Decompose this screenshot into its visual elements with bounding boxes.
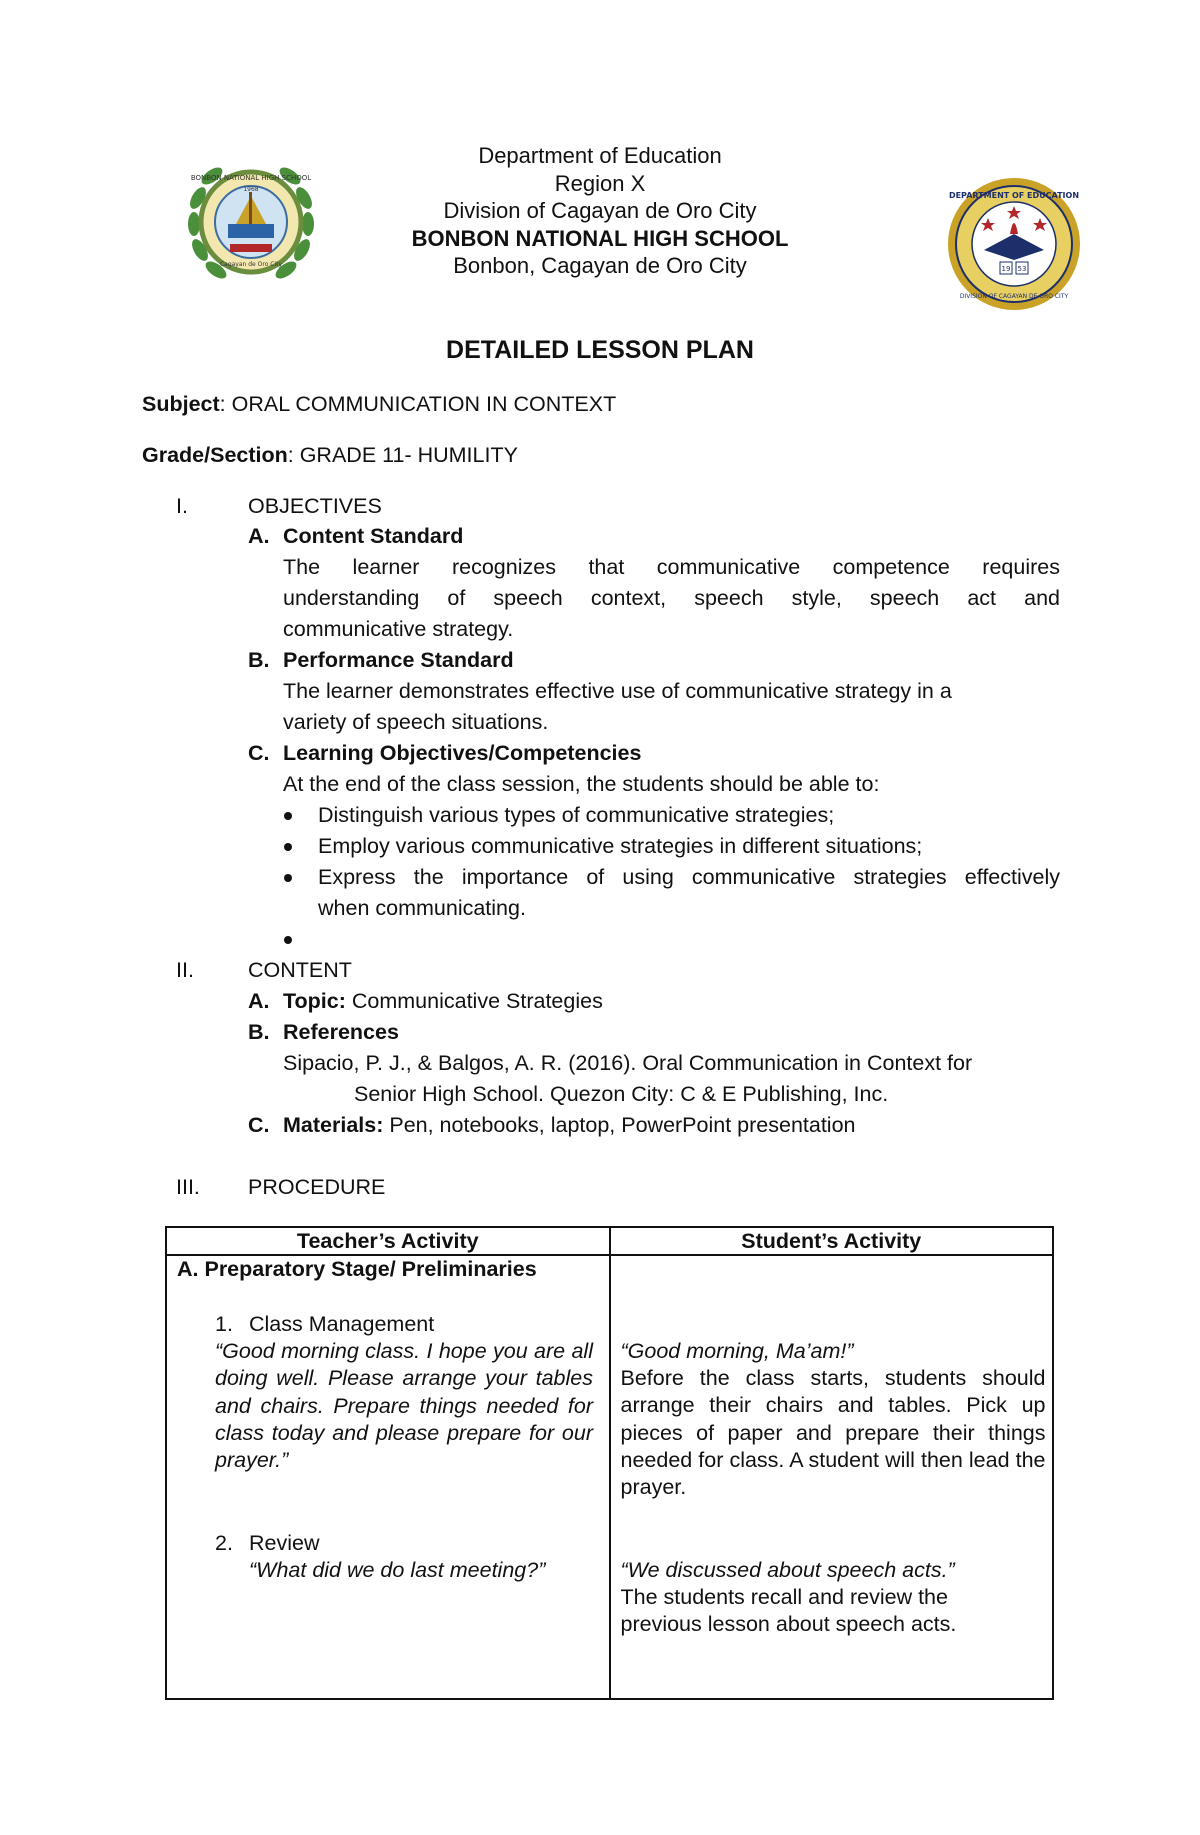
header-school: BONBON NATIONAL HIGH SCHOOL xyxy=(411,225,789,251)
content-standard-line: The learner recognizes that communicative competence requires xyxy=(283,555,1060,579)
objective-bullet-text: Distinguish various types of communicative strategies; xyxy=(318,803,835,827)
item-label: A. xyxy=(248,989,270,1013)
topic-value: Communicative Strategies xyxy=(345,989,603,1013)
grade-label: Grade/Section xyxy=(142,443,288,467)
content-standard-line: understanding of speech context, speech style, speech act and xyxy=(283,586,1060,610)
section-heading: OBJECTIVES xyxy=(248,494,382,518)
school-logo-year: 1968 xyxy=(243,186,259,193)
bullet-icon xyxy=(284,874,292,882)
item-number: 2. xyxy=(215,1531,233,1555)
procedure-table xyxy=(165,1226,1054,1700)
topic-label: Topic: xyxy=(283,989,346,1013)
content-standard-heading: Content Standard xyxy=(283,524,464,548)
review-title: Review xyxy=(249,1531,320,1555)
item-number: 1. xyxy=(215,1312,233,1336)
bullet-icon xyxy=(284,843,292,851)
class-management-student-quote: “Good morning, Ma’am!” xyxy=(620,1339,854,1363)
grade-line xyxy=(142,443,518,468)
learning-objectives-intro: At the end of the class session, the students should be able to: xyxy=(283,772,880,796)
letterhead xyxy=(300,142,900,280)
school-logo-ring-text: BONBON NATIONAL HIGH SCHOOL xyxy=(190,174,312,182)
reference-line: Senior High School. Quezon City: C & E Publishing, Inc. xyxy=(354,1082,889,1106)
header-region: Region X xyxy=(554,170,646,196)
deped-logo xyxy=(944,176,1084,312)
item-label: C. xyxy=(248,741,270,765)
class-management-student-text: Before the class starts, students should arrange their chairs and tables. Pick up pieces of paper and prepare their things needed for class. A student will then lead the prayer. xyxy=(620,1366,1046,1500)
student-column-header: Student’s Activity xyxy=(610,1227,1054,1255)
performance-standard-line: The learner demonstrates effective use of communicative strategy in a xyxy=(283,679,952,703)
header-division: Division of Cagayan de Oro City xyxy=(443,198,757,223)
objective-bullet-text: when communicating. xyxy=(318,896,526,920)
performance-standard-heading: Performance Standard xyxy=(283,648,514,672)
item-label: A. xyxy=(248,524,270,548)
school-logo-bottom-text: Cagayan de Oro City xyxy=(219,261,283,268)
review-teacher-text: “What did we do last meeting?” xyxy=(249,1558,546,1582)
teacher-column-header: Teacher’s Activity xyxy=(166,1227,610,1255)
item-label: B. xyxy=(248,1020,270,1044)
class-management-teacher-text: “Good morning class. I hope you are all doing well. Please arrange your tables and chairs. Prepare things needed for class today and please prepare for our prayer.” xyxy=(215,1339,593,1473)
section-number: III. xyxy=(176,1175,200,1199)
objective-bullet-text: Express the importance of using communicative strategies effectively xyxy=(318,865,1060,889)
teacher-activity-cell xyxy=(166,1255,610,1699)
deped-logo-year-right: 53 xyxy=(1017,265,1027,273)
student-activity-cell xyxy=(610,1255,1054,1699)
bullet-icon xyxy=(284,812,292,820)
deped-logo-year-left: 19 xyxy=(1001,265,1011,273)
subject-label: Subject xyxy=(142,392,220,416)
document-title: DETAILED LESSON PLAN xyxy=(446,336,754,364)
learning-objectives-heading: Learning Objectives/Competencies xyxy=(283,741,642,765)
bullet-icon xyxy=(284,936,292,944)
header-address: Bonbon, Cagayan de Oro City xyxy=(453,253,747,278)
reference-line: Sipacio, P. J., & Balgos, A. R. (2016). Oral Communication in Context for xyxy=(283,1051,973,1075)
header-dept: Department of Education xyxy=(478,143,722,168)
objective-bullet-text: Employ various communicative strategies in different situations; xyxy=(318,834,923,858)
topic-line xyxy=(283,989,603,1014)
references-heading: References xyxy=(283,1020,399,1044)
grade-value: : GRADE 11- HUMILITY xyxy=(287,443,518,467)
stage-heading: A. Preparatory Stage/ Preliminaries xyxy=(177,1257,537,1281)
deped-logo-ring-top: DEPARTMENT OF EDUCATION xyxy=(948,191,1080,200)
deped-logo-ring-bottom: DIVISION OF CAGAYAN DE ORO CITY xyxy=(959,293,1069,300)
section-heading: PROCEDURE xyxy=(248,1175,386,1199)
review-student-text: The students recall and review the previous lesson about speech acts. xyxy=(620,1585,957,1637)
section-number: I. xyxy=(176,494,188,518)
materials-value: Pen, notebooks, laptop, PowerPoint presentation xyxy=(383,1113,856,1137)
item-label: B. xyxy=(248,648,270,672)
review-student-quote: “We discussed about speech acts.” xyxy=(620,1558,955,1582)
section-heading: CONTENT xyxy=(248,958,352,982)
item-label: C. xyxy=(248,1113,270,1137)
materials-label: Materials: xyxy=(283,1113,384,1137)
subject-value: : ORAL COMMUNICATION IN CONTEXT xyxy=(219,392,617,416)
class-management-title: Class Management xyxy=(249,1312,435,1336)
content-standard-line: communicative strategy. xyxy=(283,617,514,641)
materials-line xyxy=(283,1113,856,1138)
performance-standard-line: variety of speech situations. xyxy=(283,710,549,734)
subject-line xyxy=(142,392,616,417)
section-number: II. xyxy=(176,958,194,982)
